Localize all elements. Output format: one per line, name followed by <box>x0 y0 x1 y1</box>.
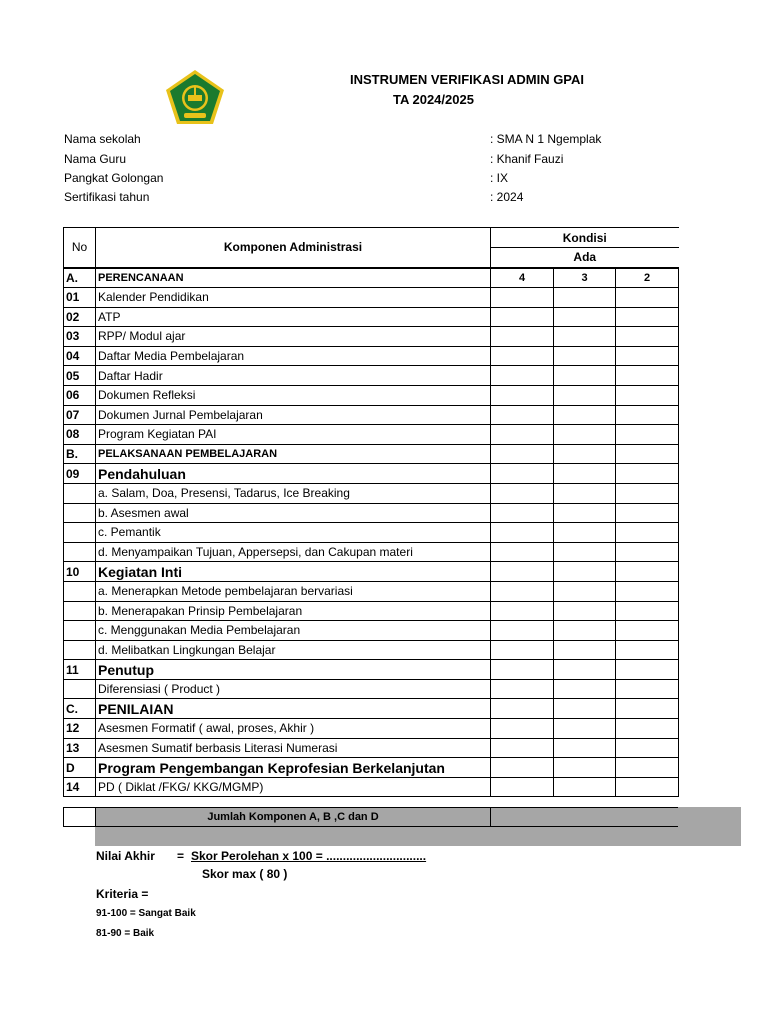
header-komponen: Komponen Administrasi <box>96 228 491 268</box>
score-cell[interactable] <box>616 327 679 347</box>
row-no: 05 <box>64 366 96 386</box>
row-text: c. Menggunakan Media Pembelajaran <box>96 621 491 641</box>
score-cell[interactable] <box>491 523 554 543</box>
row-text: a. Menerapkan Metode pembelajaran bervariasi <box>96 581 491 601</box>
score-cell[interactable] <box>616 621 679 641</box>
score-cell[interactable] <box>554 758 616 778</box>
table-row <box>64 523 679 543</box>
row-text: PENILAIAN <box>96 699 491 719</box>
row-no: 09 <box>64 464 96 484</box>
row-text: Daftar Hadir <box>96 366 491 386</box>
equals-sign: = <box>177 849 185 863</box>
score-cell[interactable] <box>616 366 679 386</box>
score-cell[interactable] <box>491 542 554 562</box>
info-label-certification: Sertifikasi tahun <box>64 190 150 204</box>
table-row <box>64 562 679 582</box>
score-cell[interactable] <box>491 425 554 445</box>
score-cell[interactable] <box>491 366 554 386</box>
info-label-rank: Pangkat Golongan <box>64 171 164 185</box>
score-cell[interactable] <box>554 483 616 503</box>
table-row <box>64 307 679 327</box>
score-cell[interactable] <box>491 503 554 523</box>
score-cell[interactable] <box>491 719 554 739</box>
score-formula: Skor Perolehan x 100 = .............................. <box>191 849 427 863</box>
row-text: d. Melibatkan Lingkungan Belajar <box>96 640 491 660</box>
row-no <box>64 601 96 621</box>
row-no <box>64 581 96 601</box>
score-cell[interactable] <box>491 385 554 405</box>
row-text: Penutup <box>96 660 491 680</box>
score-cell[interactable] <box>491 483 554 503</box>
score-cell[interactable] <box>554 542 616 562</box>
score-cell[interactable] <box>491 464 554 484</box>
row-no <box>64 679 96 699</box>
score-cell[interactable] <box>616 307 679 327</box>
row-no <box>64 503 96 523</box>
table-row <box>64 581 679 601</box>
info-value-rank: : IX <box>490 171 509 185</box>
row-text: Kegiatan Inti <box>96 562 491 582</box>
row-no: 01 <box>64 288 96 308</box>
score-cell[interactable] <box>554 523 616 543</box>
table-row <box>64 719 679 739</box>
row-text: Dokumen Refleksi <box>96 385 491 405</box>
row-text: Dokumen Jurnal Pembelajaran <box>96 405 491 425</box>
table-row <box>64 699 679 719</box>
score-cell[interactable] <box>554 719 616 739</box>
score-cell[interactable] <box>616 679 679 699</box>
row-no: D <box>64 758 96 778</box>
score-cell[interactable] <box>616 581 679 601</box>
score-cell[interactable] <box>616 542 679 562</box>
criteria-label: Kriteria = <box>96 887 149 901</box>
table-row <box>64 758 679 778</box>
row-no: 07 <box>64 405 96 425</box>
row-no: 03 <box>64 327 96 347</box>
row-no: 12 <box>64 719 96 739</box>
score-cell[interactable] <box>616 346 679 366</box>
final-score-label: Nilai Akhir <box>96 849 155 863</box>
score-cell[interactable] <box>554 366 616 386</box>
row-no: 08 <box>64 425 96 445</box>
table-row <box>64 288 679 308</box>
score-cell[interactable] <box>616 464 679 484</box>
row-text: Asesmen Formatif ( awal, proses, Akhir ) <box>96 719 491 739</box>
row-text: Kalender Pendidikan <box>96 288 491 308</box>
document-title: INSTRUMEN VERIFIKASI ADMIN GPAI <box>350 72 585 87</box>
table-row <box>64 679 679 699</box>
score-cell[interactable] <box>491 777 554 797</box>
row-no: 11 <box>64 660 96 680</box>
row-text: Asesmen Sumatif berbasis Literasi Numerasi <box>96 738 491 758</box>
row-no: A. <box>64 268 96 288</box>
score-cell[interactable] <box>554 621 616 641</box>
score-cell[interactable] <box>491 738 554 758</box>
table-row <box>64 385 679 405</box>
row-text: b. Asesmen awal <box>96 503 491 523</box>
score-cell[interactable] <box>554 777 616 797</box>
row-no <box>64 483 96 503</box>
score-cell[interactable] <box>491 346 554 366</box>
score-cell[interactable] <box>554 562 616 582</box>
score-cell[interactable] <box>491 444 554 464</box>
score-cell[interactable] <box>491 405 554 425</box>
table-row <box>64 327 679 347</box>
score-cell[interactable] <box>554 503 616 523</box>
row-no: B. <box>64 444 96 464</box>
ministry-logo <box>164 68 226 126</box>
summary-no-cell <box>63 807 96 827</box>
score-cell[interactable] <box>616 562 679 582</box>
score-cell[interactable] <box>554 581 616 601</box>
score-cell[interactable] <box>554 405 616 425</box>
row-no <box>64 542 96 562</box>
row-no <box>64 621 96 641</box>
score-cell[interactable] <box>616 405 679 425</box>
score-cell[interactable] <box>616 758 679 778</box>
score-cell[interactable] <box>491 288 554 308</box>
table-row <box>64 738 679 758</box>
row-text: b. Menerapakan Prinsip Pembelajaran <box>96 601 491 621</box>
info-value-teacher: : Khanif Fauzi <box>490 152 564 166</box>
score-cell[interactable] <box>616 601 679 621</box>
score-cell[interactable] <box>554 425 616 445</box>
score-cell[interactable] <box>554 288 616 308</box>
score-cell[interactable] <box>491 640 554 660</box>
table-row <box>64 464 679 484</box>
table-row <box>64 640 679 660</box>
score-cell[interactable] <box>554 307 616 327</box>
score-cell[interactable] <box>554 601 616 621</box>
score-cell[interactable] <box>491 327 554 347</box>
score-cell[interactable] <box>554 444 616 464</box>
info-label-school: Nama sekolah <box>64 132 141 146</box>
score-cell[interactable] <box>616 640 679 660</box>
table-row <box>64 601 679 621</box>
row-text: c. Pemantik <box>96 523 491 543</box>
table-row <box>64 660 679 680</box>
table-row <box>64 503 679 523</box>
header-ada: Ada <box>491 248 679 268</box>
score-cell[interactable] <box>616 425 679 445</box>
table-row <box>64 542 679 562</box>
row-no: 13 <box>64 738 96 758</box>
row-no: 10 <box>64 562 96 582</box>
info-value-certification: : 2024 <box>490 190 524 204</box>
row-text: a. Salam, Doa, Presensi, Tadarus, Ice Breaking <box>96 483 491 503</box>
score-cell[interactable] <box>616 503 679 523</box>
row-no: 02 <box>64 307 96 327</box>
verification-table <box>63 227 679 797</box>
score-cell[interactable] <box>491 601 554 621</box>
score-cell[interactable] <box>554 660 616 680</box>
score-cell[interactable] <box>616 738 679 758</box>
score-cell[interactable] <box>616 660 679 680</box>
score-cell[interactable] <box>554 346 616 366</box>
score-cell[interactable] <box>616 444 679 464</box>
row-no: 06 <box>64 385 96 405</box>
criteria-very-good: 91-100 = Sangat Baik <box>96 908 196 919</box>
table-row <box>64 483 679 503</box>
score-header-4: 4 <box>491 268 554 288</box>
row-text: RPP/ Modul ajar <box>96 327 491 347</box>
score-cell[interactable] <box>491 699 554 719</box>
table-row <box>64 405 679 425</box>
row-text: Program Kegiatan PAI <box>96 425 491 445</box>
score-cell[interactable] <box>554 679 616 699</box>
score-cell[interactable] <box>554 699 616 719</box>
row-no <box>64 523 96 543</box>
score-cell[interactable] <box>554 738 616 758</box>
score-cell[interactable] <box>491 562 554 582</box>
row-text: d. Menyampaikan Tujuan, Appersepsi, dan Cakupan materi <box>96 542 491 562</box>
row-text: Pendahuluan <box>96 464 491 484</box>
row-text: Daftar Media Pembelajaran <box>96 346 491 366</box>
score-cell[interactable] <box>616 483 679 503</box>
row-no: C. <box>64 699 96 719</box>
row-no: 04 <box>64 346 96 366</box>
criteria-good: 81-90 = Baik <box>96 928 155 939</box>
score-header-2: 2 <box>616 268 679 288</box>
header-kondisi: Kondisi <box>491 228 679 248</box>
score-cell[interactable] <box>491 581 554 601</box>
score-cell[interactable] <box>616 719 679 739</box>
score-cell[interactable] <box>491 679 554 699</box>
row-text: Program Pengembangan Keprofesian Berkelanjutan <box>96 758 491 778</box>
score-cell[interactable] <box>491 621 554 641</box>
row-text: PERENCANAAN <box>96 268 491 288</box>
header-no: No <box>64 228 96 268</box>
summary-score-cell <box>490 807 678 827</box>
score-cell[interactable] <box>616 777 679 797</box>
score-cell[interactable] <box>616 385 679 405</box>
row-text: Diferensiasi ( Product ) <box>96 679 491 699</box>
info-label-teacher: Nama Guru <box>64 152 127 166</box>
score-cell[interactable] <box>554 464 616 484</box>
table-row <box>64 346 679 366</box>
score-header-3: 3 <box>554 268 616 288</box>
table-row <box>64 444 679 464</box>
score-cell[interactable] <box>554 385 616 405</box>
score-cell[interactable] <box>554 327 616 347</box>
table-row <box>64 425 679 445</box>
row-text: ATP <box>96 307 491 327</box>
score-cell[interactable] <box>616 699 679 719</box>
score-cell[interactable] <box>491 307 554 327</box>
row-no: 14 <box>64 777 96 797</box>
max-score: Skor max ( 80 ) <box>202 867 288 881</box>
row-text: PELAKSANAAN PEMBELAJARAN <box>96 444 491 464</box>
score-cell[interactable] <box>616 288 679 308</box>
table-body <box>64 288 679 797</box>
score-cell[interactable] <box>491 758 554 778</box>
table-row <box>64 366 679 386</box>
summary-label: Jumlah Komponen A, B ,C dan D <box>95 807 491 827</box>
table-row <box>64 777 679 797</box>
document-year: TA 2024/2025 <box>393 92 474 107</box>
row-text: PD ( Diklat /FKG/ KKG/MGMP) <box>96 777 491 797</box>
score-cell[interactable] <box>554 640 616 660</box>
row-no <box>64 640 96 660</box>
score-cell[interactable] <box>491 660 554 680</box>
info-value-school: : SMA N 1 Ngemplak <box>490 132 602 146</box>
score-cell[interactable] <box>616 523 679 543</box>
table-row <box>64 621 679 641</box>
